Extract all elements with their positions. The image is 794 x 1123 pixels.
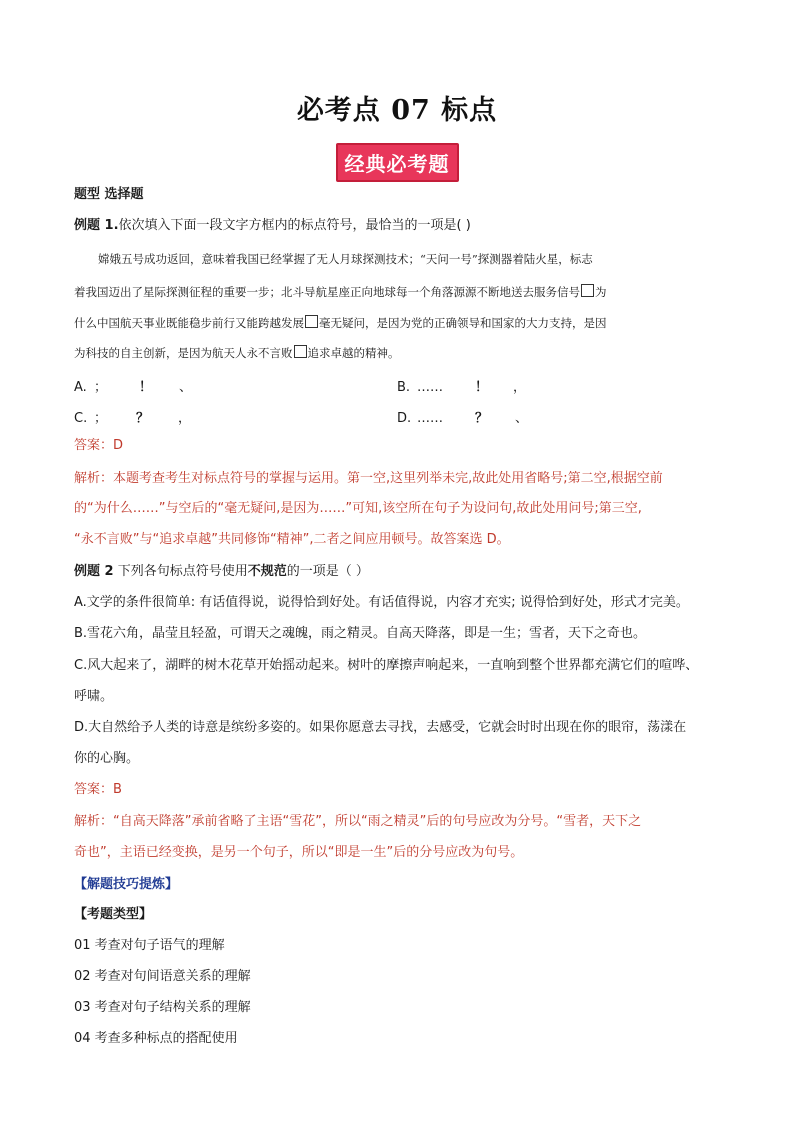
ex2-option-a[interactable]: A.文学的条件很简单: 有话值得说，说得恰到好处。有话值得说，内容才充实; 说得恰到好处，形式才完美。 [74,595,689,610]
option-punct: ！ [139,380,153,395]
page-title: 必考点 07 标点 [296,95,498,126]
types-heading: 【考题类型】 [74,907,153,922]
ex2-option-b[interactable]: B.雪花六角，晶莹且轻盈，可谓天之魂魄，雨之精灵。自高天降落，即是一生；雪者，天下之奇也。 [74,626,647,641]
ex2-option-d-line-2: 你的心胸。 [74,751,140,766]
ex2-stem: 的一项是（ ） [286,564,369,579]
option-punct: ？ [136,411,150,426]
option-punct: …… [417,380,443,395]
option-punct: ， [513,380,527,395]
option-punct: …… [417,411,443,426]
option-punct: ？ [475,411,489,426]
option-a[interactable] [74,376,192,395]
ex1-stem: 依次填入下面一段文字方框内的标点符号，最恰当的一项是( ) [118,218,471,233]
ex1-answer: 答案：D [74,438,124,453]
blank-box [294,345,307,358]
type-item: 01 考查对句子语气的理解 [74,938,225,953]
passage-text: 什么中国航天事业既能稳步前行又能跨越发展 [74,316,304,330]
classic-exam-badge: 经典必考题 [336,143,459,182]
ex2-stem: 下列各句标点符号使用 [113,564,248,579]
ex1-question [74,217,471,235]
option-letter: A. [74,380,87,395]
ex2-analysis-line-1: 解析：“自高天降落”承前省略了主语“雪花”，所以“雨之精灵”后的句号应改为分号。“雪者，天下之 [74,814,642,829]
option-punct: ； [94,411,108,426]
passage-text: 追求卓越的精神。 [307,346,400,360]
option-letter: C. [74,411,88,426]
blank-box [305,315,318,328]
type-item: 03 考查对句子结构关系的理解 [74,1000,251,1015]
ex2-question [74,563,369,581]
ex1-passage-line-2 [74,283,607,301]
passage-text: 着我国迈出了星际探测征程的重要一步；北斗导航星座正向地球每一个角落源源不断地送去服务信号 [74,285,580,299]
option-c[interactable] [74,407,191,426]
option-punct: ， [178,411,192,426]
blank-box [581,284,594,297]
type-item: 04 考查多种标点的搭配使用 [74,1031,238,1046]
ex1-analysis-line-2: 的“为什么……”与空后的“毫无疑问,是因为……”可知,该空所在句子为设问句,故此处用问号;第三空, [74,501,642,516]
ex2-option-c-line-2: 呼啸。 [74,689,114,704]
ex1-passage-line-3 [74,314,607,332]
section-type: 题型 选择题 [74,187,144,202]
ex2-analysis-line-2: 奇也”，主语已经变换，是另一个句子，所以“即是一生”后的分号应改为句号。 [74,845,524,860]
ex2-stem-emphasis: 不规范 [247,564,287,579]
ex2-answer: 答案：B [74,782,122,797]
option-punct: ！ [475,380,489,395]
type-item: 02 考查对句间语意关系的理解 [74,969,251,984]
option-b[interactable] [397,376,526,395]
passage-text: 毫无疑问，是因为党的正确领导和国家的大力支持，是因 [319,316,607,330]
option-letter: D. [397,411,412,426]
ex1-analysis-line-3: “永不言败”与“追求卓越”共同修饰“精神”,二者之间应用顿号。故答案选 D。 [74,532,510,547]
passage-text: 为 [595,285,607,299]
ex1-passage-line-1: 嫦娥五号成功返回，意味着我国已经掌握了无人月球探测技术；“天问一号”探测器着陆火星，标志 [98,252,593,266]
option-punct: ； [94,380,108,395]
ex1-label: 例题 1. [74,218,119,233]
ex2-label: 例题 2 [74,564,114,579]
option-d[interactable] [397,407,528,426]
tips-heading: 【解题技巧提炼】 [74,877,179,892]
option-punct: 、 [515,411,529,426]
ex2-option-d-line-1[interactable]: D.大自然给予人类的诗意是缤纷多姿的。如果你愿意去寻找，去感受，它就会时时出现在你的眼帘，荡漾在 [74,720,687,735]
ex1-passage-line-4 [74,344,400,362]
ex1-analysis-line-1: 解析：本题考查考生对标点符号的掌握与运用。第一空,这里列举未完,故此处用省略号;第二空,根据空前 [74,471,663,486]
ex2-option-c-line-1[interactable]: C.风大起来了，湖畔的树木花草开始摇动起来。树叶的摩擦声响起来，一直响到整个世界都充满它们的喧哗、 [74,658,699,673]
passage-text: 为科技的自主创新，是因为航天人永不言败 [74,346,293,360]
option-punct: 、 [179,380,193,395]
option-letter: B. [397,380,411,395]
